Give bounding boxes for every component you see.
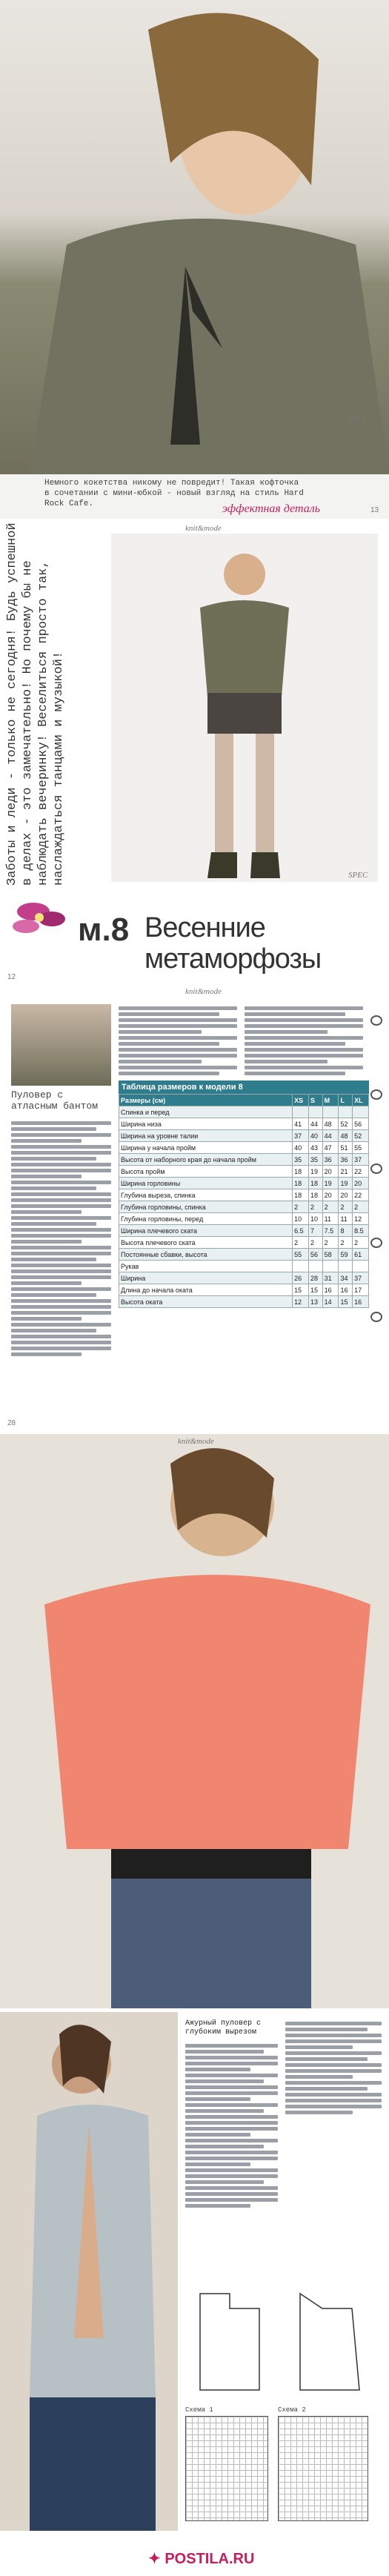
table-cell: Ширина низа: [119, 1118, 293, 1130]
table-cell: 2: [322, 1201, 339, 1213]
page-3: [0, 986, 389, 1430]
table-header-cell: XL: [353, 1095, 369, 1106]
model-photo-small: [11, 1004, 111, 1086]
table-row: [119, 1166, 369, 1178]
table-cell: 55: [293, 1249, 309, 1261]
instruction-text: [11, 1119, 111, 1358]
table-cell: 16: [353, 1296, 369, 1308]
table-cell: 18: [308, 1178, 322, 1189]
table-cell: 10: [308, 1213, 322, 1225]
table-cell: 58: [322, 1249, 339, 1261]
watermark-text: POSTILA.RU: [164, 2551, 255, 2567]
table-cell: 10: [293, 1213, 309, 1225]
table-cell: 18: [293, 1189, 309, 1201]
table-cell: Высота от наборного края до начала пройм: [119, 1154, 293, 1166]
watermark: [148, 2549, 254, 2568]
table-cell: 35: [293, 1154, 309, 1166]
table-header-cell: XS: [293, 1095, 309, 1106]
table-row: [119, 1284, 369, 1296]
table-cell: Длина до начала оката: [119, 1284, 293, 1296]
table-cell: 19: [308, 1166, 322, 1178]
table-cell: [353, 1261, 369, 1272]
table-cell: 2: [353, 1237, 369, 1249]
table-cell: 19: [322, 1178, 339, 1189]
table-cell: 28: [308, 1272, 322, 1284]
table-cell: 16: [339, 1284, 353, 1296]
table-cell: 2: [293, 1201, 309, 1213]
chart-label: Схема 1: [185, 2406, 213, 2414]
page-title-line: Весенние: [144, 912, 265, 943]
table-cell: 7.5: [322, 1225, 339, 1237]
brand-label: knit&mode: [185, 524, 222, 533]
table-cell: 51: [339, 1142, 353, 1154]
table-cell: 8.5: [353, 1225, 369, 1237]
table-cell: 26: [293, 1272, 309, 1284]
table-header-cell: M: [322, 1095, 339, 1106]
caption-line: Rock Cafe.: [44, 499, 94, 508]
table-cell: Глубина горловины, перед: [119, 1213, 293, 1225]
spec-sidebar-label: SPEC: [348, 415, 368, 424]
table-cell: 37: [293, 1130, 309, 1142]
table-row: [119, 1261, 369, 1272]
binder-ring: [370, 1238, 382, 1248]
table-cell: 20: [353, 1178, 369, 1189]
table-cell: Ширина горловины: [119, 1178, 293, 1189]
caption-line: Немного кокетства никому не повредит! Такая кофточка: [44, 479, 299, 488]
model-photo-back-cutout: [0, 2012, 178, 2531]
pin-icon: ✦: [148, 2551, 161, 2567]
model-photo-standing: [111, 534, 378, 882]
table-cell: 12: [293, 1296, 309, 1308]
spec-sidebar-label: SPEC: [348, 871, 368, 880]
knitting-chart: [278, 2416, 368, 2521]
table-title: Таблица размеров к модели 8: [119, 1080, 369, 1094]
table-row: [119, 1130, 369, 1142]
table-cell: 14: [322, 1296, 339, 1308]
table-cell: 36: [322, 1154, 339, 1166]
table-cell: 19: [339, 1178, 353, 1189]
table-row: [119, 1213, 369, 1225]
table-cell: 2: [293, 1237, 309, 1249]
table-cell: 13: [308, 1296, 322, 1308]
table-cell: 44: [308, 1118, 322, 1130]
chart-label: Схема 2: [278, 2406, 306, 2414]
table-cell: [339, 1106, 353, 1118]
table-cell: 16: [322, 1284, 339, 1296]
table-cell: Ширина: [119, 1272, 293, 1284]
table-cell: 61: [353, 1249, 369, 1261]
table-cell: Ширина на уровне талии: [119, 1130, 293, 1142]
table-cell: Высота пройм: [119, 1166, 293, 1178]
brand-label: knit&mode: [185, 987, 222, 996]
page-number: 12: [7, 973, 16, 981]
table-cell: 48: [339, 1130, 353, 1142]
table-cell: 22: [353, 1166, 369, 1178]
page-4: [0, 1434, 389, 2008]
page-number: 13: [370, 506, 379, 514]
orchid-icon: [4, 889, 78, 941]
table-cell: 15: [339, 1296, 353, 1308]
table-cell: 12: [353, 1213, 369, 1225]
table-cell: 2: [322, 1237, 339, 1249]
table-header-cell: Размеры (см): [119, 1095, 293, 1106]
table-cell: 8: [339, 1225, 353, 1237]
subtitle: Пуловер с атласным бантом: [11, 1089, 99, 1112]
table-cell: 47: [322, 1142, 339, 1154]
table-cell: 18: [293, 1178, 309, 1189]
table-cell: Ширина у начала пройм: [119, 1142, 293, 1154]
table-row: [119, 1142, 369, 1154]
table-cell: [322, 1106, 339, 1118]
table-cell: 37: [353, 1272, 369, 1284]
page-number: 28: [7, 1419, 16, 1427]
table-row: [119, 1178, 369, 1189]
table-cell: 35: [308, 1154, 322, 1166]
caption-line: в сочетании с мини-юбкой - новый взгляд на стиль Hard: [44, 489, 304, 498]
table-cell: 2: [308, 1201, 322, 1213]
table-cell: 20: [322, 1166, 339, 1178]
table-cell: 41: [293, 1118, 309, 1130]
table-cell: [353, 1106, 369, 1118]
table-cell: 2: [339, 1237, 353, 1249]
table-cell: Глубина горловины, спинка: [119, 1201, 293, 1213]
table-row: [119, 1296, 369, 1308]
table-cell: Высота плечевого ската: [119, 1237, 293, 1249]
table-cell: Высота оката: [119, 1296, 293, 1308]
feature-tag: эффектная деталь: [222, 502, 321, 515]
table-cell: 18: [293, 1166, 309, 1178]
table-cell: [293, 1261, 309, 1272]
size-table: [119, 1094, 369, 1308]
page-1: [0, 0, 389, 519]
table-row: [119, 1225, 369, 1237]
table-cell: 6.5: [293, 1225, 309, 1237]
table-cell: 34: [339, 1272, 353, 1284]
table-cell: 48: [322, 1118, 339, 1130]
table-row: [119, 1272, 369, 1284]
table-cell: Глубина выреза, спинка: [119, 1189, 293, 1201]
table-cell: 15: [293, 1284, 309, 1296]
instruction-text: [185, 2042, 278, 2210]
table-cell: 37: [353, 1154, 369, 1166]
model-illustration: [111, 534, 378, 882]
table-cell: 2: [353, 1201, 369, 1213]
table-cell: 22: [353, 1189, 369, 1201]
binder-ring: [370, 1089, 382, 1100]
garment-schematic: [185, 2286, 274, 2397]
table-header-cell: L: [339, 1095, 353, 1106]
table-cell: 21: [339, 1166, 353, 1178]
table-cell: Рукав: [119, 1261, 293, 1272]
table-cell: 15: [308, 1284, 322, 1296]
instruction-text: [245, 1004, 363, 1078]
instruction-text: [119, 1004, 237, 1078]
table-cell: 52: [339, 1118, 353, 1130]
page-2: [0, 522, 389, 982]
table-cell: 40: [293, 1142, 309, 1154]
model-photo-bow-back: [0, 0, 389, 474]
table-row: [119, 1237, 369, 1249]
table-cell: 44: [322, 1130, 339, 1142]
table-cell: 59: [339, 1249, 353, 1261]
subtitle: Ажурный пуловер с глубоким вырезом: [185, 2019, 262, 2036]
table-cell: 11: [322, 1213, 339, 1225]
binder-ring: [370, 1015, 382, 1026]
table-row: [119, 1189, 369, 1201]
table-cell: 7: [308, 1225, 322, 1237]
table-cell: 56: [308, 1249, 322, 1261]
table-cell: 11: [339, 1213, 353, 1225]
table-cell: 40: [308, 1130, 322, 1142]
table-header-row: [119, 1095, 369, 1106]
table-cell: 18: [308, 1189, 322, 1201]
table-row: [119, 1249, 369, 1261]
brand-label: knit&mode: [178, 1437, 214, 1446]
table-cell: 2: [339, 1201, 353, 1213]
model-illustration: [0, 0, 389, 474]
table-cell: [322, 1261, 339, 1272]
table-cell: 52: [353, 1130, 369, 1142]
table-cell: 20: [339, 1189, 353, 1201]
table-cell: 43: [308, 1142, 322, 1154]
binder-ring: [370, 1312, 382, 1322]
table-cell: Ширина плечевого ската: [119, 1225, 293, 1237]
table-cell: 31: [322, 1272, 339, 1284]
table-cell: 17: [353, 1284, 369, 1296]
table-row: [119, 1154, 369, 1166]
table-header-cell: S: [308, 1095, 322, 1106]
table-cell: [293, 1106, 309, 1118]
model-number: м.8: [78, 912, 130, 948]
table-cell: Спинка и перед: [119, 1106, 293, 1118]
table-cell: 56: [353, 1118, 369, 1130]
model-photo-coral-sweater: [0, 1434, 389, 2008]
page-title-line: метаморфозы: [144, 943, 322, 975]
table-row: [119, 1201, 369, 1213]
table-cell: [308, 1106, 322, 1118]
garment-schematic: [285, 2286, 374, 2397]
table-cell: 20: [322, 1189, 339, 1201]
table-cell: 2: [308, 1237, 322, 1249]
table-cell: [339, 1261, 353, 1272]
knitting-chart: [185, 2416, 268, 2521]
binder-ring: [370, 1163, 382, 1174]
table-cell: 55: [353, 1142, 369, 1154]
table-row: [119, 1118, 369, 1130]
table-cell: Постоянные сбавки, высота: [119, 1249, 293, 1261]
page-5: [0, 2012, 389, 2576]
table-cell: [308, 1261, 322, 1272]
table-cell: 36: [339, 1154, 353, 1166]
instruction-text: [285, 2019, 382, 2117]
table-row: [119, 1106, 369, 1118]
vertical-quote: Заботы и леди - только не сегодня! Будь успешной в делах - это замечательно! Но почему бы не наблюдать вечеринку! Веселиться просто так, наслаждаться танцами и музыкой!: [5, 522, 66, 886]
